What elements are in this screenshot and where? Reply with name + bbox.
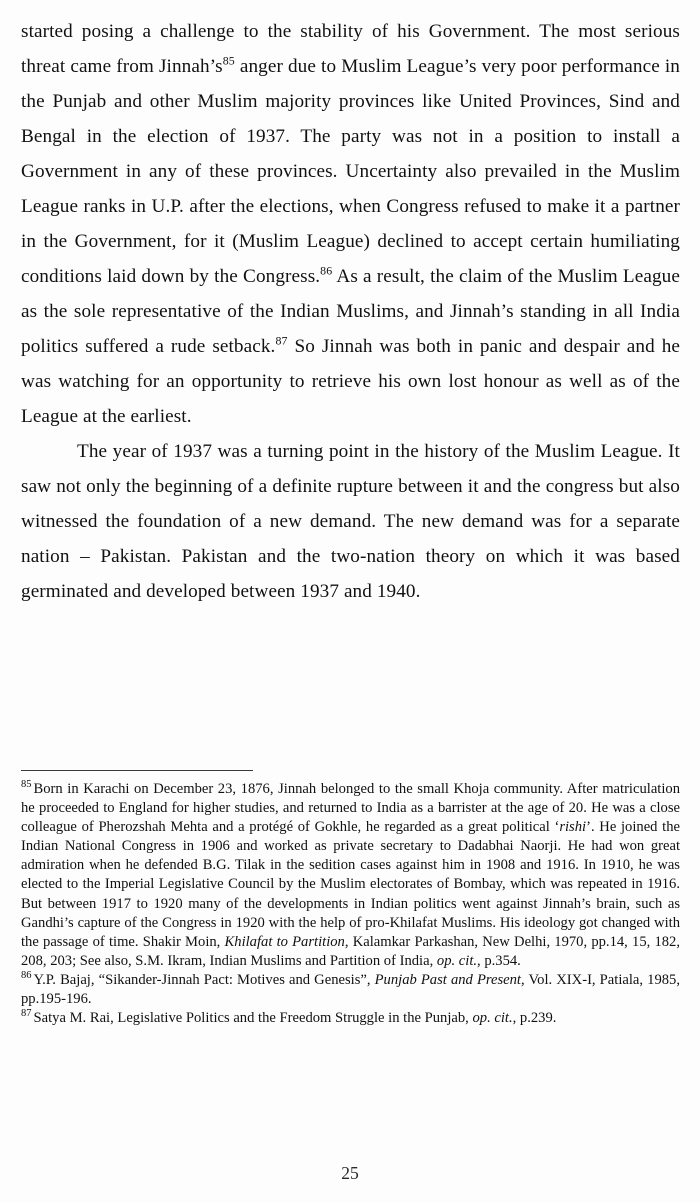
- footnote-entry: [21, 780, 680, 971]
- footnote-text-run: Born in Karachi on December 23, 1876, Jinnah belonged to the small Khoja community. After matriculation he proceeded to England for higher studies, and returned to India as a barrister at the age of 20. He was a close colleague of Pherozshah Mehta and a protégé of Gokhle, he regarded as a great political ‘: [21, 781, 680, 836]
- body-text-run: The year of 1937 was a turning point in the history of the Muslim League. It saw not only the beginning of a definite rupture between it and the congress but also witnessed the foundation of a new demand. The new demand was for a separate nation – Pakistan. Pakistan and the two-nation theory on which it was based germinated and developed between 1937 and 1940.: [21, 441, 680, 602]
- body-footnote-ref: 85: [222, 53, 235, 68]
- footnote-entry: [21, 1009, 680, 1028]
- page-number: 25: [341, 1163, 359, 1183]
- footnote-separator-rule: [21, 770, 253, 771]
- footnote-entry: [21, 971, 680, 1009]
- body-footnote-ref: 86: [320, 263, 333, 278]
- body-footnote-ref: 87: [275, 333, 288, 348]
- footnote-text-run: Y.P. Bajaj, “Sikander-Jinnah Pact: Motives and Genesis”,: [33, 971, 375, 988]
- footnote-marker: 85: [21, 779, 32, 791]
- body-text-run: started posing a challenge to the stability of his Government. The most serious threat came from Jinnah’s: [21, 21, 680, 77]
- footnote-text-run: Satya M. Rai, Legislative Politics and the Freedom Struggle in the Punjab,: [33, 1010, 473, 1027]
- footnote-text-run: , Vol. XIX-I, Patiala, 1985, pp.195-196.: [21, 971, 680, 1008]
- footnote-marker: 87: [21, 1008, 32, 1020]
- footnotes-block: [21, 780, 680, 1028]
- footnote-italic-run: Punjab Past and Present: [374, 971, 521, 988]
- body-paragraph: [21, 14, 680, 434]
- footnote-text-run: , Kalamkar Parkashan, New Delhi, 1970, pp.14, 15, 182, 208, 203; See also, S.M. Ikram, Indian Muslims and Partition of India,: [21, 933, 680, 969]
- footnote-italic-run: Khilafat to Partition: [224, 933, 345, 950]
- footnote-text-run: , p.239.: [512, 1010, 557, 1027]
- footnote-italic-run: op. cit.: [436, 952, 478, 969]
- body-text-run: As a result, the claim of the Muslim League as the sole representative of the Indian Muslims, and Jinnah’s standing in all India politics suffered a rude setback.: [21, 266, 680, 357]
- body-text-run: So Jinnah was both in panic and despair and he was watching for an opportunity to retrieve his own lost honour as well as of the League at the earliest.: [21, 336, 681, 427]
- footnote-text-run: , p.354.: [477, 952, 521, 969]
- footnote-italic-run: op. cit.: [472, 1010, 513, 1027]
- footnote-marker: 86: [21, 970, 32, 982]
- body-paragraphs-container: [21, 14, 680, 609]
- footnotes-container: [21, 780, 680, 1028]
- body-paragraph: [21, 434, 680, 609]
- footnote-text-run: ’. He joined the Indian National Congress in 1906 and worked as private secretary to Dadabhai Naorji. He had won great admiration when he defended B.G. Tilak in the sedition cases against him in 1908 and 1916. In 1910, he was elected to the Imperial Legislative Council by the Muslim electorates of Bombay, which was repeated in 1916. But between 1917 to 1920 many of the developments in Indian politics went against Jinnah’s brain, such as Gandhi’s capture of the Congress in 1920 with the help of pro-Khilafat Muslims. His ideology got changed with the passage of time. Shakir Moin,: [21, 819, 680, 950]
- body-text-run: anger due to Muslim League’s very poor performance in the Punjab and other Muslim majority provinces like United Provinces, Sind and Bengal in the election of 1937. The party was not in a position to install a Government in any of these provinces. Uncertainty also prevailed in the Muslim League ranks in U.P. after the elections, when Congress refused to make it a partner in the Government, for it (Muslim League) declined to accept certain humiliating conditions laid down by the Congress.: [21, 56, 681, 287]
- body-text-block: [21, 14, 680, 609]
- footnote-italic-run: rishi: [559, 819, 587, 836]
